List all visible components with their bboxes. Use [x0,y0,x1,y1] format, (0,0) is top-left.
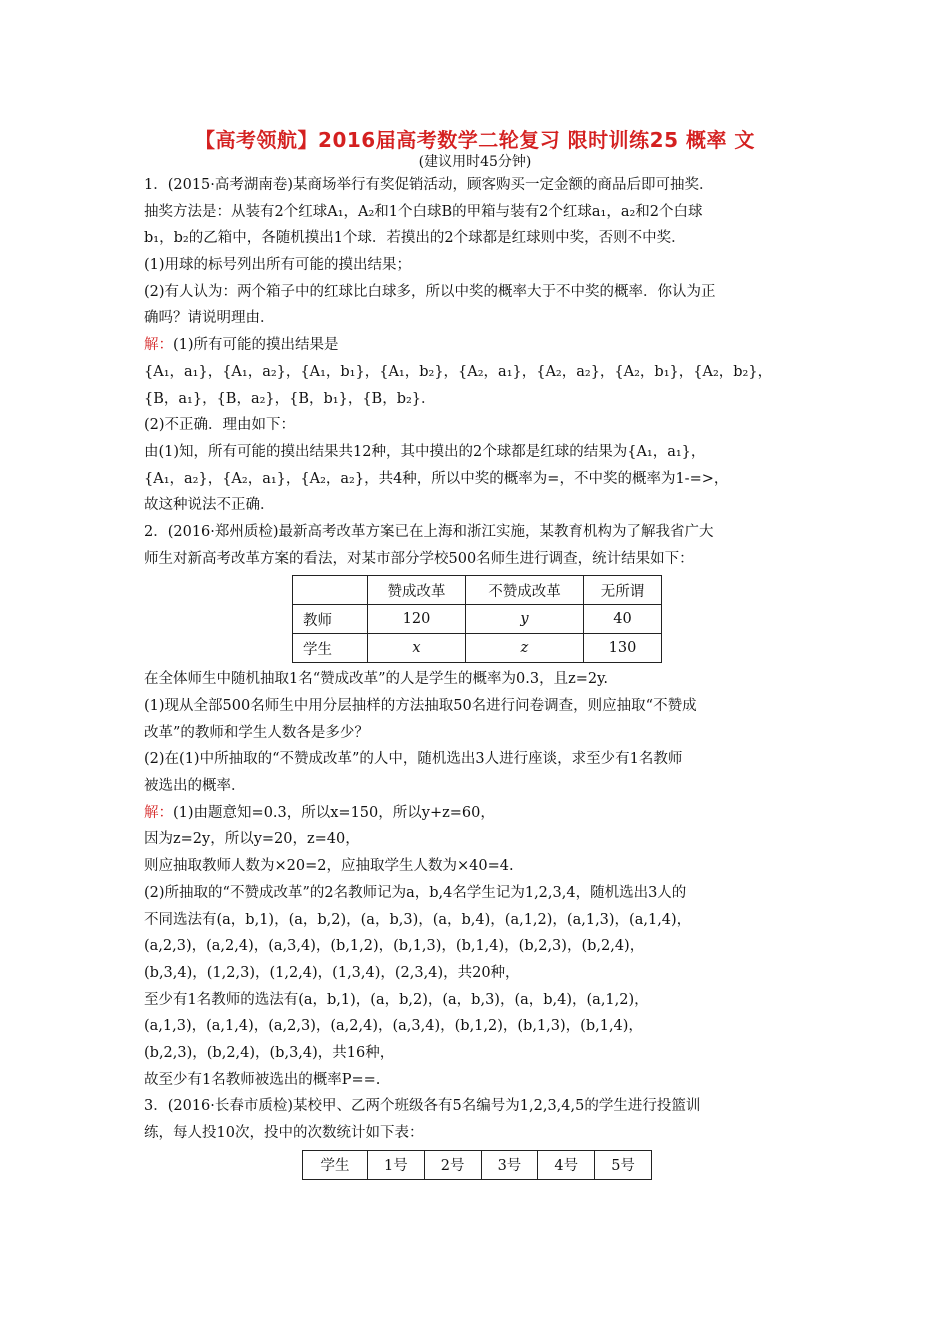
document-subtitle: (建议用时45分钟) [418,154,532,170]
table-header-row [303,1150,652,1179]
solution-line: (a,2,3)，(a,2,4)，(a,3,4)，(b,1,2)，(b,1,3)，(b,1,4)，(b,2,3)，(b,2,4)， [144,938,645,955]
document-body [144,172,810,1183]
table-header-cell: 无所谓 [584,576,662,605]
solution-line: (b,3,4)，(1,2,3)，(1,2,4)，(1,3,4)，(2,3,4)，共20种， [144,964,520,981]
question-1 [144,172,810,519]
text-line: 1．(2015·高考湖南卷)某商场举行有奖促销活动，顾客购买一定金额的商品后即可抽奖． [144,177,714,193]
table-cell: 130 [584,634,662,663]
text-line: 练，每人投10次，投中的次数统计如下表： [144,1125,424,1141]
solution-line: 故这种说法不正确． [144,497,275,514]
survey-table [292,575,662,663]
table-header-cell: 3号 [481,1150,538,1179]
solution-line: (2)不正确．理由如下： [144,417,296,434]
table-row [293,634,662,663]
solution-text: (1)由题意知=0.3，所以x=150，所以y+z=60， [173,804,495,821]
table-cell: x [368,634,466,663]
table-header-row [293,576,662,605]
table-cell: 120 [368,605,466,634]
text-line: 被选出的概率． [144,778,246,795]
table-header-cell [293,576,368,605]
text-line: 抽奖方法是：从装有2个红球A₁，A₂和1个白球B的甲箱与装有2个红球a₁，a₂和2个白球 [144,203,703,220]
solution-line: {A₁，a₂}，{A₂，a₁}，{A₂，a₂}，共4种，所以中奖的概率为=，不中奖的概率为1-=>， [144,470,729,487]
table-header-cell: 1号 [367,1150,424,1179]
solution-line: 由(1)知，所有可能的摸出结果共12种，其中摸出的2个球都是红球的结果为{A₁，a₁}， [144,443,706,460]
table-header-cell: 赞成改革 [368,576,466,605]
table-cell: 学生 [293,634,368,663]
table-header-cell: 5号 [595,1150,652,1179]
text-line: 2．(2016·郑州质检)最新高考改革方案已在上海和浙江实施，某教育机构为了解我省广大 [144,523,714,540]
solution-line [144,332,810,359]
solution-line [144,800,810,827]
solution-line: 则应抽取教师人数为×20=2，应抽取学生人数为×40=4. [144,858,514,875]
solution-line: (2)所抽取的“不赞成改革”的2名教师记为a，b,4名学生记为1,2,3,4，随机选出3人的 [144,884,687,901]
text-line: (2)有人认为：两个箱子中的红球比白球多，所以中奖的概率大于不中奖的概率．你认为正 [144,283,716,300]
table-cell: y [466,605,584,634]
solution-label: 解： [144,337,173,354]
text-line: 3．(2016·长春市质检)某校甲、乙两个班级各有5名编号为1,2,3,4,5的学生进行投篮训 [144,1098,701,1115]
table-header-cell: 学生 [303,1150,368,1179]
table-cell: 教师 [293,605,368,634]
shooting-table [302,1150,652,1180]
table-cell: z [466,634,584,663]
text-line: (1)用球的标号列出所有可能的摸出结果； [144,257,412,274]
question-2 [144,519,810,1093]
table-header-cell: 4号 [538,1150,595,1179]
solution-label: 解： [144,804,173,821]
table-row [293,605,662,634]
text-line: (1)现从全部500名师生中用分层抽样的方法抽取50名进行问卷调查，则应抽取“不赞成 [144,698,697,714]
table-cell: 40 [584,605,662,634]
text-line: 师生对新高考改革方案的看法，对某市部分学校500名师生进行调查，统计结果如下： [144,550,694,567]
solution-line: {A₁，a₁}，{A₁，a₂}，{A₁，b₁}，{A₁，b₂}，{A₂，a₁}，{A₂，a₂}，{A₂，b₁}，{A₂，b₂}， [144,363,773,380]
text-line: 改革”的教师和学生人数各是多少？ [144,724,369,741]
question-3 [144,1093,810,1179]
text-line: (2)在(1)中所抽取的“不赞成改革”的人中，随机选出3人进行座谈，求至少有1名教师 [144,751,683,768]
table-header-cell: 2号 [424,1150,481,1179]
solution-line: (a,1,3)，(a,1,4)，(a,2,3)，(a,2,4)，(a,3,4)，(b,1,2)，(b,1,3)，(b,1,4)， [144,1018,643,1035]
solution-text: (1)所有可能的摸出结果是 [173,337,339,354]
table-header-cell: 不赞成改革 [466,576,584,605]
document-title: 【高考领航】2016届高考数学二轮复习 限时训练25 概率 文 [195,128,755,152]
solution-line: 因为z=2y，所以y=20，z=40， [144,831,360,848]
solution-line: 不同选法有(a，b,1)，(a，b,2)，(a，b,3)，(a，b,4)，(a,1,2)，(a,1,3)，(a,1,4)， [144,911,692,928]
text-line: 确吗？请说明理由． [144,310,275,327]
solution-line: {B，a₁}，{B，a₂}，{B，b₁}，{B，b₂}． [144,390,436,407]
text-line: b₁，b₂的乙箱中，各随机摸出1个球．若摸出的2个球都是红球则中奖，否则不中奖． [144,230,686,247]
text-line: 在全体师生中随机抽取1名“赞成改革”的人是学生的概率为0.3，且z=2y. [144,671,608,688]
solution-line: 至少有1名教师的选法有(a，b,1)，(a，b,2)，(a，b,3)，(a，b,4)，(a,1,2)， [144,991,649,1008]
solution-line: (b,2,3)，(b,2,4)，(b,3,4)，共16种， [144,1044,395,1061]
solution-line: 故至少有1名教师被选出的概率P==. [144,1071,381,1088]
